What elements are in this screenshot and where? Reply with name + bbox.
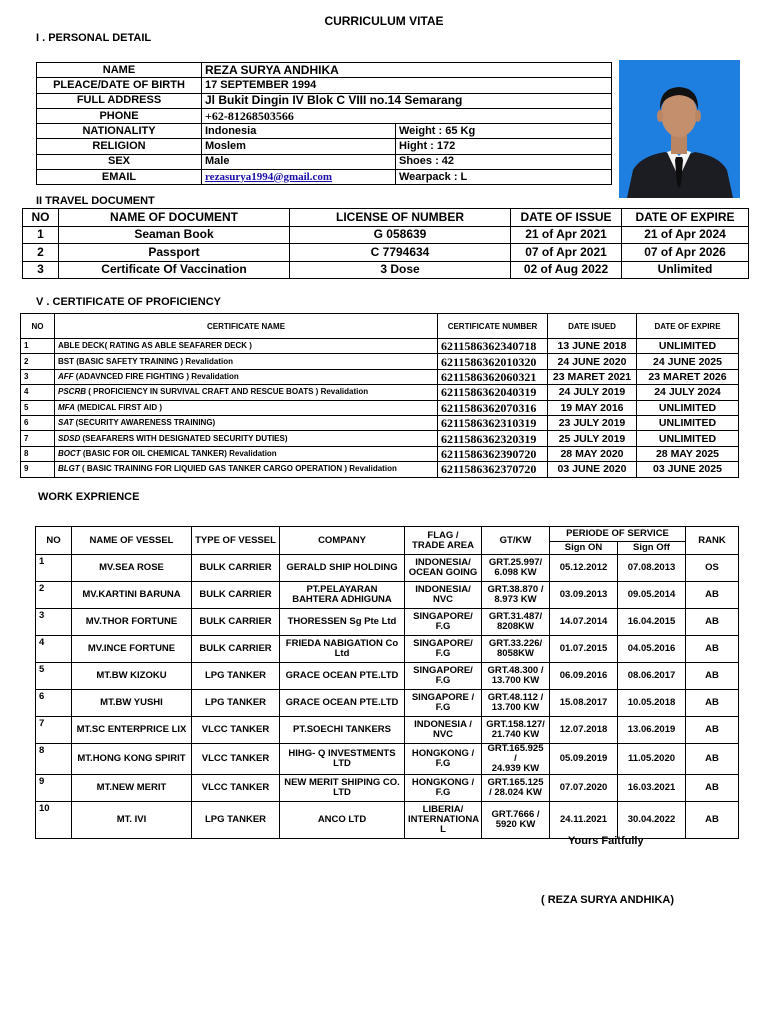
work-gt: GRT.48.300 / 13.700 KW xyxy=(482,663,550,690)
wearpack-value: Wearpack : L xyxy=(396,170,612,185)
work-rank: AB xyxy=(686,744,739,775)
work-gt: GRT.158.127/ 21.740 KW xyxy=(482,717,550,744)
cert-issued: 28 MAY 2020 xyxy=(548,446,637,461)
work-no: 10 xyxy=(36,802,72,839)
travel-header-cell: LICENSE OF NUMBER xyxy=(290,209,511,227)
work-row xyxy=(36,775,739,802)
work-type: LPG TANKER xyxy=(192,802,280,839)
cert-row xyxy=(21,415,739,430)
email-label: EMAIL xyxy=(37,170,202,185)
work-row xyxy=(36,555,739,582)
work-flag: LIBERIA/ INTERNATIONA L xyxy=(405,802,482,839)
portrait-illustration xyxy=(619,60,740,198)
work-flag: INDONESIA / NVC xyxy=(405,717,482,744)
phone-value: +62-81268503566 xyxy=(202,108,612,123)
cert-name-cell xyxy=(55,446,438,461)
travel-cell: G 058639 xyxy=(290,226,511,244)
cert-expire: 03 JUNE 2025 xyxy=(637,462,739,477)
weight-value: Weight : 65 Kg xyxy=(396,124,612,139)
cert-name: BST (BASIC SAFETY TRAINING ) Revalidation xyxy=(58,356,233,366)
cert-abbr: SDSD xyxy=(58,433,81,443)
cert-name: (SECURITY AWARENESS TRAINING) xyxy=(75,418,216,428)
work-sign-on: 15.08.2017 xyxy=(550,690,618,717)
work-row xyxy=(36,744,739,775)
work-sign-on: 05.12.2012 xyxy=(550,555,618,582)
travel-cell: 07 of Apr 2021 xyxy=(511,244,622,262)
work-flag: INDONESIA/ NVC xyxy=(405,582,482,609)
work-sign-off: 16.03.2021 xyxy=(618,775,686,802)
cert-issued: 19 MAY 2016 xyxy=(548,400,637,415)
cert-number: 6211586362370720 xyxy=(438,462,548,477)
cert-number: 6211586362310319 xyxy=(438,415,548,430)
work-rank: AB xyxy=(686,802,739,839)
cert-number: 6211586362070316 xyxy=(438,400,548,415)
cert-row xyxy=(21,385,739,400)
work-vessel: MT.SC ENTERPRICE LIX xyxy=(72,717,192,744)
work-gt: GRT.33.226/ 8058KW xyxy=(482,636,550,663)
work-row xyxy=(36,802,739,839)
work-type: BULK CARRIER xyxy=(192,582,280,609)
work-company: THORESSEN Sg Pte Ltd xyxy=(280,609,405,636)
work-gt: GRT.38.870 / 8.973 KW xyxy=(482,582,550,609)
cert-number: 6211586362060321 xyxy=(438,369,548,384)
cert-abbr: PSCRB xyxy=(58,387,87,397)
cert-abbr: BLGT xyxy=(58,464,80,474)
work-company: HIHG- Q INVESTMENTS LTD xyxy=(280,744,405,775)
travel-row xyxy=(23,226,749,244)
cert-name-cell xyxy=(55,415,438,430)
work-sign-off: 11.05.2020 xyxy=(618,744,686,775)
work-header-vessel: NAME OF VESSEL xyxy=(72,527,192,555)
work-flag: HONGKONG / F.G xyxy=(405,775,482,802)
cert-name-cell xyxy=(55,462,438,477)
cert-header-cell: DATE ISUED xyxy=(548,314,637,339)
work-type: LPG TANKER xyxy=(192,690,280,717)
name-label: NAME xyxy=(37,63,202,78)
work-type: VLCC TANKER xyxy=(192,717,280,744)
work-type: VLCC TANKER xyxy=(192,775,280,802)
travel-cell: C 7794634 xyxy=(290,244,511,262)
height-value: Hight : 172 xyxy=(396,139,612,154)
cert-row xyxy=(21,446,739,461)
cert-number: 6211586362040319 xyxy=(438,385,548,400)
cert-expire: 28 MAY 2025 xyxy=(637,446,739,461)
cert-row xyxy=(21,462,739,477)
travel-header-cell: NO xyxy=(23,209,59,227)
work-header-no: NO xyxy=(36,527,72,555)
cert-expire: UNLIMITED xyxy=(637,431,739,446)
work-type: BULK CARRIER xyxy=(192,636,280,663)
cert-issued: 03 JUNE 2020 xyxy=(548,462,637,477)
nationality-label: NATIONALITY xyxy=(37,124,202,139)
work-no: 4 xyxy=(36,636,72,663)
work-no: 1 xyxy=(36,555,72,582)
sex-value: Male xyxy=(202,154,396,169)
cert-name-cell xyxy=(55,339,438,354)
cert-name-cell xyxy=(55,385,438,400)
profile-photo xyxy=(619,60,740,198)
cert-expire: UNLIMITED xyxy=(637,400,739,415)
work-sign-on: 03.09.2013 xyxy=(550,582,618,609)
closing-text: Yours Faitfully xyxy=(568,835,644,847)
work-flag: SINGAPORE / F.G xyxy=(405,690,482,717)
cert-no: 2 xyxy=(21,354,55,369)
work-gt: GRT.165.125 / 28.024 KW xyxy=(482,775,550,802)
work-row xyxy=(36,663,739,690)
work-sign-off: 13.06.2019 xyxy=(618,717,686,744)
work-sign-off: 08.06.2017 xyxy=(618,663,686,690)
cert-name: ( PROFICIENCY IN SURVIVAL CRAFT AND RESCUE BOATS ) Revalidation xyxy=(88,387,369,397)
cert-name: (MEDICAL FIRST AID ) xyxy=(77,402,163,412)
work-flag: INDONESIA/ OCEAN GOING xyxy=(405,555,482,582)
work-gt: GRT.31.487/ 8208KW xyxy=(482,609,550,636)
work-sign-on: 07.07.2020 xyxy=(550,775,618,802)
work-sign-on: 14.07.2014 xyxy=(550,609,618,636)
cert-header-cell: DATE OF EXPIRE xyxy=(637,314,739,339)
cert-number: 6211586362010320 xyxy=(438,354,548,369)
work-sign-off: 09.05.2014 xyxy=(618,582,686,609)
work-rank: AB xyxy=(686,717,739,744)
work-header-period: PERIODE OF SERVICE xyxy=(550,527,686,542)
cert-name: ( BASIC TRAINING FOR LIQUIED GAS TANKER CARGO OPERATION ) Revalidation xyxy=(82,464,397,474)
cert-row xyxy=(21,431,739,446)
document-title: CURRICULUM VITAE xyxy=(324,14,444,28)
cert-row xyxy=(21,369,739,384)
religion-value: Moslem xyxy=(202,139,396,154)
cert-no: 5 xyxy=(21,400,55,415)
work-header-sign-off: Sign Off xyxy=(618,542,686,555)
travel-row xyxy=(23,244,749,262)
work-row xyxy=(36,717,739,744)
work-type: LPG TANKER xyxy=(192,663,280,690)
work-rank: AB xyxy=(686,690,739,717)
work-sign-on: 05.09.2019 xyxy=(550,744,618,775)
shoes-value: Shoes : 42 xyxy=(396,154,612,169)
cert-header-cell: NO xyxy=(21,314,55,339)
cert-issued: 25 JULY 2019 xyxy=(548,431,637,446)
cert-name-cell xyxy=(55,431,438,446)
work-rank: OS xyxy=(686,555,739,582)
travel-cell: 02 of Aug 2022 xyxy=(511,261,622,279)
work-vessel: MV.KARTINI BARUNA xyxy=(72,582,192,609)
cert-expire: UNLIMITED xyxy=(637,339,739,354)
cert-abbr: MFA xyxy=(58,402,75,412)
travel-cell: 07 of Apr 2026 xyxy=(622,244,749,262)
work-header-company: COMPANY xyxy=(280,527,405,555)
travel-cell: 21 of Apr 2024 xyxy=(622,226,749,244)
work-company: PT.PELAYARAN BAHTERA ADHIGUNA xyxy=(280,582,405,609)
cert-header-cell: CERTIFICATE NAME xyxy=(55,314,438,339)
work-sign-on: 12.07.2018 xyxy=(550,717,618,744)
travel-cell: 21 of Apr 2021 xyxy=(511,226,622,244)
signature-name: ( REZA SURYA ANDHIKA) xyxy=(541,894,675,906)
work-rank: AB xyxy=(686,609,739,636)
work-sign-on: 01.07.2015 xyxy=(550,636,618,663)
work-header-rank: RANK xyxy=(686,527,739,555)
sex-label: SEX xyxy=(37,154,202,169)
personal-detail-table xyxy=(36,62,612,185)
cert-header-row xyxy=(21,314,739,339)
work-vessel: MT.HONG KONG SPIRIT xyxy=(72,744,192,775)
work-sign-off: 04.05.2016 xyxy=(618,636,686,663)
work-type: BULK CARRIER xyxy=(192,555,280,582)
work-rank: AB xyxy=(686,663,739,690)
cert-header-cell: CERTIFICATE NUMBER xyxy=(438,314,548,339)
work-company: PT.SOECHI TANKERS xyxy=(280,717,405,744)
cert-row xyxy=(21,354,739,369)
section-work-experience: WORK EXPRIENCE xyxy=(38,491,140,503)
cert-row xyxy=(21,400,739,415)
cert-issued: 24 JUNE 2020 xyxy=(548,354,637,369)
travel-header-row xyxy=(23,209,749,227)
travel-cell: 2 xyxy=(23,244,59,262)
travel-cell: 3 Dose xyxy=(290,261,511,279)
cert-no: 7 xyxy=(21,431,55,446)
cert-name-cell xyxy=(55,400,438,415)
work-sign-off: 10.05.2018 xyxy=(618,690,686,717)
cert-abbr: BOCT xyxy=(58,448,81,458)
work-flag: SINGAPORE/ F.G xyxy=(405,663,482,690)
cert-number: 6211586362390720 xyxy=(438,446,548,461)
work-experience-table xyxy=(35,526,739,839)
work-gt: GRT.165.925 / 24.939 KW xyxy=(482,744,550,775)
work-no: 7 xyxy=(36,717,72,744)
work-no: 3 xyxy=(36,609,72,636)
work-header-gt: GT/KW xyxy=(482,527,550,555)
cert-name: ABLE DECK( RATING AS ABLE SEAFARER DECK ) xyxy=(58,341,252,351)
cert-no: 8 xyxy=(21,446,55,461)
work-vessel: MT.BW KIZOKU xyxy=(72,663,192,690)
work-flag: HONGKONG / F.G xyxy=(405,744,482,775)
work-no: 2 xyxy=(36,582,72,609)
travel-cell: Seaman Book xyxy=(59,226,290,244)
travel-cell: Certificate Of Vaccination xyxy=(59,261,290,279)
travel-cell: Passport xyxy=(59,244,290,262)
work-sign-on: 06.09.2016 xyxy=(550,663,618,690)
certificate-table xyxy=(20,313,739,478)
section-personal-detail: I . PERSONAL DETAIL xyxy=(36,32,152,44)
cert-no: 1 xyxy=(21,339,55,354)
travel-header-cell: NAME OF DOCUMENT xyxy=(59,209,290,227)
cert-issued: 23 JULY 2019 xyxy=(548,415,637,430)
work-no: 9 xyxy=(36,775,72,802)
cert-issued: 23 MARET 2021 xyxy=(548,369,637,384)
cert-expire: UNLIMITED xyxy=(637,415,739,430)
section-travel-document: II TRAVEL DOCUMENT xyxy=(36,195,155,207)
cert-expire: 23 MARET 2026 xyxy=(637,369,739,384)
work-row xyxy=(36,609,739,636)
cert-expire: 24 JUNE 2025 xyxy=(637,354,739,369)
work-flag: SINGAPORE/ F.G xyxy=(405,609,482,636)
section-certificate-proficiency: V . CERTIFICATE OF PROFICIENCY xyxy=(36,296,221,308)
cert-number: 6211586362340718 xyxy=(438,339,548,354)
travel-document-table xyxy=(22,208,749,279)
travel-row xyxy=(23,261,749,279)
work-gt: GRT.48.112 / 13.700 KW xyxy=(482,690,550,717)
cert-abbr: SAT xyxy=(58,418,74,428)
cert-number: 6211586362320319 xyxy=(438,431,548,446)
cert-no: 6 xyxy=(21,415,55,430)
name-value: REZA SURYA ANDHIKA xyxy=(202,63,612,78)
address-label: FULL ADDRESS xyxy=(37,93,202,108)
work-rank: AB xyxy=(686,582,739,609)
cert-name: (BASIC FOR OIL CHEMICAL TANKER) Revalidation xyxy=(82,448,277,458)
cert-expire: 24 JULY 2024 xyxy=(637,385,739,400)
cert-name-cell xyxy=(55,369,438,384)
work-header-sign-on: Sign ON xyxy=(550,542,618,555)
work-company: GERALD SHIP HOLDING xyxy=(280,555,405,582)
work-rank: AB xyxy=(686,636,739,663)
work-type: BULK CARRIER xyxy=(192,609,280,636)
work-no: 5 xyxy=(36,663,72,690)
work-sign-off: 16.04.2015 xyxy=(618,609,686,636)
work-company: NEW MERIT SHIPING CO. LTD xyxy=(280,775,405,802)
work-company: GRACE OCEAN PTE.LTD xyxy=(280,690,405,717)
cert-name-cell xyxy=(55,354,438,369)
work-company: ANCO LTD xyxy=(280,802,405,839)
cert-no: 9 xyxy=(21,462,55,477)
work-flag: SINGAPORE/ F.G xyxy=(405,636,482,663)
work-sign-off: 30.04.2022 xyxy=(618,802,686,839)
work-row xyxy=(36,636,739,663)
phone-label: PHONE xyxy=(37,108,202,123)
religion-label: RELIGION xyxy=(37,139,202,154)
cert-row xyxy=(21,339,739,354)
nationality-value: Indonesia xyxy=(202,124,396,139)
work-vessel: MT.BW YUSHI xyxy=(72,690,192,717)
cert-issued: 24 JULY 2019 xyxy=(548,385,637,400)
birth-label: PLEACE/DATE OF BIRTH xyxy=(37,78,202,93)
work-vessel: MT.NEW MERIT xyxy=(72,775,192,802)
birth-value: 17 SEPTEMBER 1994 xyxy=(202,78,612,93)
travel-header-cell: DATE OF EXPIRE xyxy=(622,209,749,227)
travel-cell: 3 xyxy=(23,261,59,279)
cert-name: (ADAVNCED FIRE FIGHTING ) Revalidation xyxy=(75,371,239,381)
work-vessel: MV.SEA ROSE xyxy=(72,555,192,582)
travel-header-cell: DATE OF ISSUE xyxy=(511,209,622,227)
address-value: Jl Bukit Dingin IV Blok C VIII no.14 Semarang xyxy=(202,93,612,108)
travel-cell: Unlimited xyxy=(622,261,749,279)
work-row xyxy=(36,690,739,717)
work-company: GRACE OCEAN PTE.LTD xyxy=(280,663,405,690)
work-no: 6 xyxy=(36,690,72,717)
work-vessel: MT. IVI xyxy=(72,802,192,839)
cert-name: (SEAFARERS WITH DESIGNATED SECURITY DUTIES) xyxy=(82,433,288,443)
work-company: FRIEDA NABIGATION Co Ltd xyxy=(280,636,405,663)
cert-issued: 13 JUNE 2018 xyxy=(548,339,637,354)
cert-no: 3 xyxy=(21,369,55,384)
work-gt: GRT.7666 / 5920 KW xyxy=(482,802,550,839)
email-link[interactable]: rezasurya1994@gmail.com xyxy=(205,170,333,183)
work-header-flag: FLAG / TRADE AREA xyxy=(405,527,482,555)
work-type: VLCC TANKER xyxy=(192,744,280,775)
work-row xyxy=(36,582,739,609)
cert-no: 4 xyxy=(21,385,55,400)
work-vessel: MV.THOR FORTUNE xyxy=(72,609,192,636)
work-vessel: MV.INCE FORTUNE xyxy=(72,636,192,663)
work-header-type: TYPE OF VESSEL xyxy=(192,527,280,555)
work-sign-off: 07.08.2013 xyxy=(618,555,686,582)
travel-cell: 1 xyxy=(23,226,59,244)
work-rank: AB xyxy=(686,775,739,802)
work-gt: GRT.25.997/ 6.098 KW xyxy=(482,555,550,582)
work-no: 8 xyxy=(36,744,72,775)
work-sign-on: 24.11.2021 xyxy=(550,802,618,839)
cert-abbr: AFF xyxy=(58,371,74,381)
